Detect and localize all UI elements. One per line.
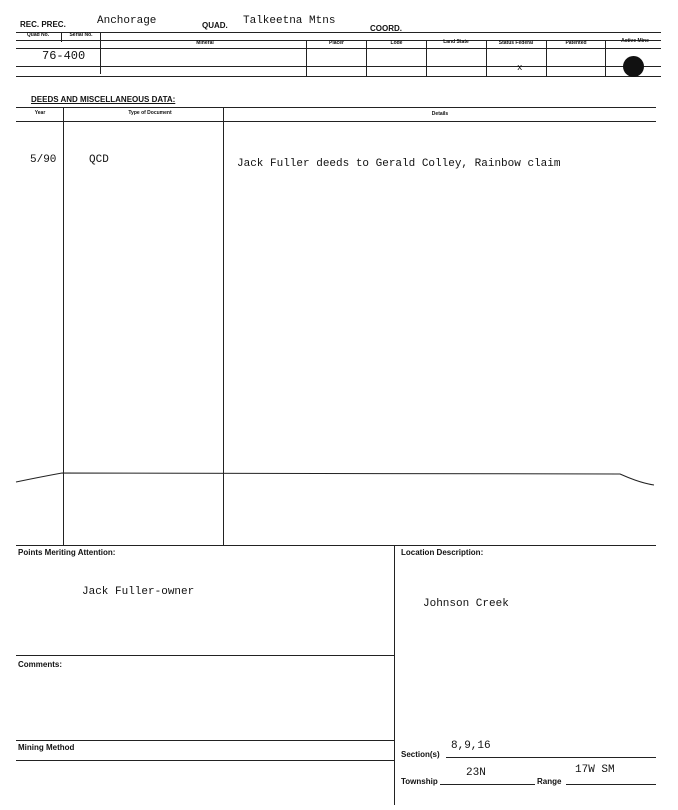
col-header-rule-2 — [16, 48, 661, 49]
record-bottom-rule — [16, 76, 661, 77]
deeds-col-year: Year — [34, 110, 46, 116]
col-serial-no: Serial No. — [69, 32, 93, 38]
col-active-mine: Active Mine — [621, 38, 649, 44]
record-quad-no: 76-400 — [42, 49, 86, 63]
record-row-rule — [16, 66, 661, 67]
col-land-state: Land State — [443, 39, 469, 45]
points-value: Jack Fuller-owner — [82, 586, 195, 598]
col-lode: Lode — [390, 40, 403, 46]
rec-prec-label: REC. PREC. — [20, 20, 66, 29]
active-mine-dot — [623, 56, 644, 77]
deeds-bottom-rule — [16, 545, 656, 546]
rec-prec-value: Anchorage — [97, 15, 157, 27]
col-divider-land — [426, 40, 427, 76]
mining-method-top-rule — [16, 740, 394, 741]
mining-method-label: Mining Method — [18, 743, 75, 752]
col-mineral: Mineral — [196, 40, 214, 46]
mining-method-bottom-rule — [16, 760, 394, 761]
lower-center-divider — [394, 545, 395, 805]
col-divider-mineral — [100, 32, 101, 74]
deed-row-details: Jack Fuller deeds to Gerald Colley, Rainbow claim — [237, 158, 561, 170]
township-label: Township — [401, 777, 438, 786]
header-rule — [16, 32, 661, 33]
col-patented: Patented — [565, 40, 587, 46]
location-value: Johnson Creek — [423, 598, 509, 610]
deeds-col-details: Details — [431, 111, 449, 117]
deeds-header-rule — [16, 121, 656, 122]
record-status-mark: x — [517, 63, 523, 73]
range-underline — [566, 784, 656, 785]
col-status-federal: Status Federal — [498, 40, 534, 46]
points-label: Points Meriting Attention: — [18, 548, 116, 557]
col-placer: Placer — [328, 40, 344, 46]
sections-label: Section(s) — [401, 750, 440, 759]
quad-value: Talkeetna Mtns — [243, 15, 336, 27]
deeds-top-rule — [16, 107, 656, 108]
deed-row-year: 5/90 — [30, 154, 57, 166]
comments-label: Comments: — [18, 660, 63, 669]
coord-label: COORD. — [370, 24, 402, 33]
col-divider-status — [486, 40, 487, 76]
col-divider-active — [605, 40, 606, 76]
deeds-col-type: Type of Document — [128, 110, 172, 116]
deed-row-type: QCD — [89, 154, 109, 166]
sections-value: 8,9,16 — [451, 740, 491, 752]
township-underline — [440, 784, 535, 785]
range-value: 17W SM — [575, 764, 615, 776]
deeds-title: DEEDS AND MISCELLANEOUS DATA: — [31, 95, 176, 104]
location-label: Location Description: — [401, 548, 484, 557]
township-value: 23N — [466, 767, 486, 779]
quad-label: QUAD. — [202, 21, 228, 30]
comments-top-rule — [16, 655, 394, 656]
col-quad-no: Quad No. — [26, 32, 50, 38]
sections-underline — [446, 757, 656, 758]
page-fold-line — [0, 465, 678, 495]
range-label: Range — [537, 777, 562, 786]
